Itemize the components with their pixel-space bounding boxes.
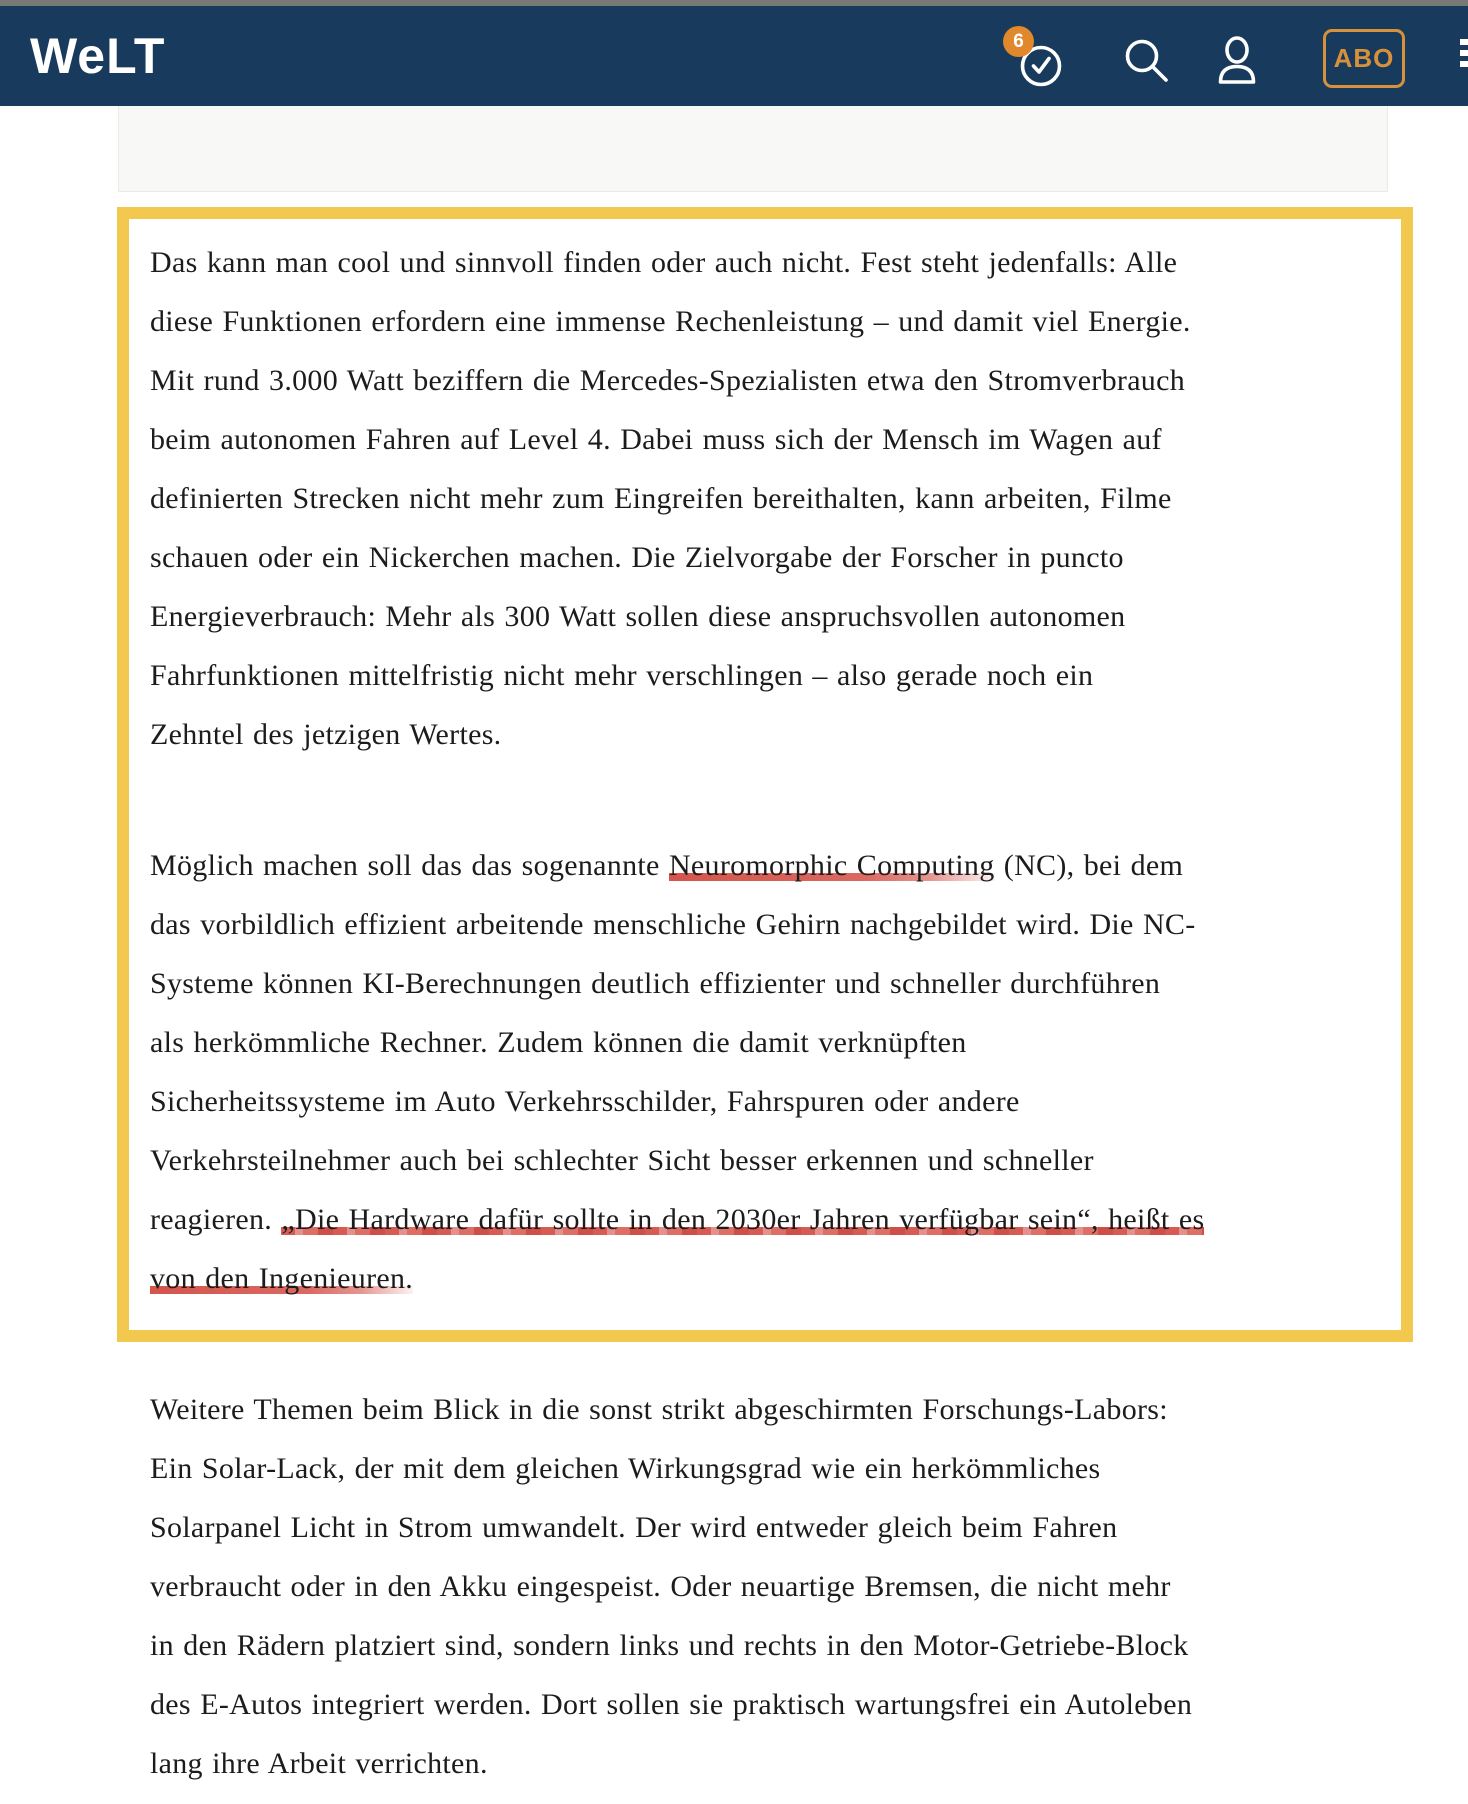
welt-logo[interactable]: WeLT — [30, 28, 166, 84]
text-segment: des E-Autos integriert werden. Dort sollen sie praktisch wartungsfrei ein Autoleben — [150, 1688, 1193, 1721]
text-line — [150, 954, 1391, 1013]
clock-check-icon — [1019, 76, 1063, 91]
text-line — [150, 292, 1391, 351]
text-line — [150, 1249, 1391, 1308]
text-line — [150, 1734, 1468, 1793]
text-segment: diese Funktionen erfordern eine immense Rechenleistung – und damit viel Energie. — [150, 305, 1191, 338]
text-segment: Das kann man cool und sinnvoll finden oder auch nicht. Fest steht jedenfalls: Alle — [150, 246, 1178, 279]
highlight-box — [117, 207, 1413, 1342]
red-underlined-text: Neuromorphic Computing — [668, 849, 995, 882]
text-segment: Sicherheitssysteme im Auto Verkehrsschilder, Fahrspuren oder andere — [150, 1085, 1020, 1118]
teaser-box-remnant — [118, 106, 1388, 192]
menu-bar — [1460, 61, 1468, 67]
text-line — [150, 646, 1391, 705]
text-line — [150, 1131, 1391, 1190]
text-segment: das vorbildlich effizient arbeitende menschliche Gehirn nachgebildet wird. Die NC- — [150, 908, 1196, 941]
text-line — [150, 410, 1391, 469]
site-header — [0, 6, 1468, 106]
text-segment: in den Rädern platziert sind, sondern links und rechts in den Motor-Getriebe-Block — [150, 1629, 1189, 1662]
text-segment: lang ihre Arbeit verrichten. — [150, 1747, 488, 1780]
text-segment: schauen oder ein Nickerchen machen. Die Zielvorgabe der Forscher in puncto — [150, 541, 1124, 574]
menu-bar — [1460, 50, 1468, 56]
article-paragraph — [150, 1380, 1468, 1793]
notification-badge: 6 — [1003, 26, 1034, 57]
text-line — [150, 587, 1391, 646]
text-segment: Möglich machen soll das das sogenannte — [150, 849, 669, 882]
text-line — [150, 1557, 1468, 1616]
text-segment: als herkömmliche Rechner. Zudem können die damit verknüpften — [150, 1026, 967, 1059]
search-button[interactable] — [1122, 36, 1172, 86]
text-segment: Energieverbrauch: Mehr als 300 Watt sollen diese anspruchsvollen autonomen — [150, 600, 1126, 633]
text-line — [150, 1498, 1468, 1557]
text-segment: definierten Strecken nicht mehr zum Eingreifen bereithalten, kann arbeiten, Filme — [150, 482, 1172, 515]
text-line — [150, 1439, 1468, 1498]
text-line — [150, 705, 1391, 764]
text-segment: Ein Solar-Lack, der mit dem gleichen Wirkungsgrad wie ein herkömmliches — [150, 1452, 1101, 1485]
text-line — [150, 1380, 1468, 1439]
text-segment: Zehntel des jetzigen Wertes. — [150, 718, 502, 751]
text-line — [150, 528, 1391, 587]
text-line — [150, 1675, 1468, 1734]
text-line — [150, 836, 1391, 895]
user-icon — [1214, 74, 1260, 89]
text-line — [150, 233, 1391, 292]
text-segment: (NC), bei dem — [994, 849, 1184, 882]
article-paragraph — [150, 233, 1391, 764]
menu-icon[interactable] — [1460, 39, 1468, 72]
text-segment: Solarpanel Licht in Strom umwandelt. Der wird entweder gleich beim Fahren — [150, 1511, 1118, 1544]
text-segment: reagieren. — [150, 1203, 282, 1236]
red-underlined-text: „Die Hardware dafür sollte in den 2030er Jahren verfügbar sein“, heißt es — [281, 1203, 1205, 1236]
text-segment: beim autonomen Fahren auf Level 4. Dabei muss sich der Mensch im Wagen auf — [150, 423, 1162, 456]
text-line — [150, 1616, 1468, 1675]
history-clock-button[interactable] — [1013, 31, 1063, 88]
abo-subscribe-button[interactable]: ABO — [1323, 29, 1405, 88]
account-button[interactable] — [1214, 36, 1260, 86]
search-icon — [1122, 74, 1172, 89]
text-segment: Systeme können KI-Berechnungen deutlich effizienter und schneller durchführen — [150, 967, 1161, 1000]
text-segment: verbraucht oder in den Akku eingespeist. Oder neuartige Bremsen, die nicht mehr — [150, 1570, 1171, 1603]
text-line — [150, 1072, 1391, 1131]
red-underlined-text: von den Ingenieuren. — [150, 1262, 414, 1295]
text-segment: Mit rund 3.000 Watt beziffern die Mercedes-Spezialisten etwa den Stromverbrauch — [150, 364, 1186, 397]
text-line — [150, 1190, 1391, 1249]
highlighted-paragraphs — [150, 233, 1391, 1308]
text-segment: Verkehrsteilnehmer auch bei schlechter Sicht besser erkennen und schneller — [150, 1144, 1094, 1177]
text-line — [150, 895, 1391, 954]
menu-bar — [1460, 39, 1468, 45]
text-line — [150, 351, 1391, 410]
article-continuation — [150, 1380, 1468, 1793]
text-segment: Weitere Themen beim Blick in die sonst strikt abgeschirmten Forschungs-Labors: — [150, 1393, 1168, 1426]
text-line — [150, 469, 1391, 528]
text-line — [150, 1013, 1391, 1072]
article-paragraph — [150, 836, 1391, 1308]
text-segment: Fahrfunktionen mittelfristig nicht mehr verschlingen – also gerade noch ein — [150, 659, 1094, 692]
